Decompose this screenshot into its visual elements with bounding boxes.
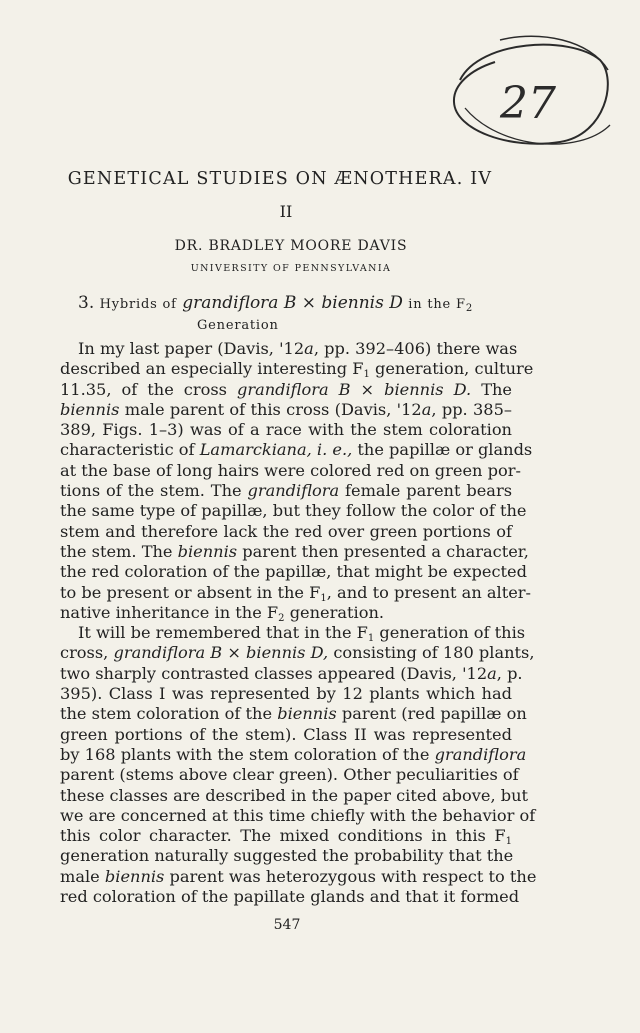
text-line: the same type of papillæ, but they follow the color of the xyxy=(60,501,527,521)
annotation-number: 27 xyxy=(500,78,556,129)
text-line: 11.35, of the cross grandiflora B × biennis D. The xyxy=(60,379,512,399)
text-line: cross, grandiflora B × biennis D, consisting of 180 plants, xyxy=(60,643,535,663)
italic-term: a xyxy=(304,339,314,358)
section-heading-subscript: 2 xyxy=(465,303,473,314)
article-title: GENETICAL STUDIES ON ÆNOTHERA. IV xyxy=(67,169,493,189)
text-line: the red coloration of the papillæ, that might be expected xyxy=(60,562,528,582)
text-line: 395). Class I was represented by 12 plants which had xyxy=(60,684,512,704)
text-line: to be present or absent in the $F_1$, and to present an alter- xyxy=(60,582,532,604)
article-part: II xyxy=(279,202,293,221)
section-heading-word: in the F xyxy=(408,297,466,312)
text-line: In my last paper (Davis, '12a, pp. 392–406) there was xyxy=(78,339,518,358)
italic-term: a xyxy=(421,399,432,419)
text-line: stem and therefore lack the red over green portions of xyxy=(60,521,512,541)
italic-term: biennis xyxy=(60,399,120,419)
subscript: 2 xyxy=(278,612,285,624)
text-line: green portions of the stem). Class II was represented xyxy=(60,724,512,744)
section-heading-cross: × xyxy=(301,293,316,313)
italic-term: biennis xyxy=(277,704,337,724)
italic-term: grandiflora xyxy=(434,744,527,764)
section-heading xyxy=(78,293,518,336)
text-line: by 168 plants with the stem coloration of the grandiflora xyxy=(60,744,527,764)
text-line: male biennis parent was heterozygous with respect to the xyxy=(60,866,537,886)
text-line: red coloration of the papillate glands and that it formed xyxy=(60,887,520,907)
section-heading-word: Hybrids of xyxy=(99,297,177,312)
text-line: generation naturally suggested the probability that the xyxy=(60,846,514,866)
text-line: at the base of long hairs were colored red on green por- xyxy=(60,460,521,480)
author-affiliation: UNIVERSITY OF PENNSYLVANIA xyxy=(190,263,392,274)
section-heading-generation: Generation xyxy=(197,318,279,333)
page-number: 547 xyxy=(273,917,301,933)
subscript: 1 xyxy=(367,633,375,645)
text-line: native inheritance in the $F_2$ generation. xyxy=(60,602,385,624)
author-name: DR. BRADLEY MOORE DAVIS xyxy=(174,238,408,254)
text-line: characteristic of Lamarckiana, i. e., the papillæ or glands xyxy=(60,440,533,460)
italic-term: biennis D, xyxy=(246,643,329,663)
text-line: the stem coloration of the biennis parent (red papillæ on xyxy=(60,704,527,724)
text-line: this color character. The mixed conditions in this $F_1$ xyxy=(60,826,512,848)
text-line: these classes are described in the paper cited above, but xyxy=(60,785,529,805)
text-line: parent (stems above clear green). Other peculiarities of xyxy=(60,765,519,785)
italic-term: biennis xyxy=(104,866,165,886)
italic-term: grandiflora B xyxy=(236,379,351,399)
text-line: 389, Figs. 1–3) was of a race with the stem coloration xyxy=(60,420,512,440)
text-line: two sharply contrasted classes appeared (Davis, '12a, p. xyxy=(60,663,523,683)
italic-term: biennis xyxy=(177,541,238,561)
section-heading-species-1: grandiflora B xyxy=(182,293,297,313)
body-text xyxy=(60,339,537,907)
text-line: the stem. The biennis parent then presented a character, xyxy=(60,541,529,561)
italic-term: grandiflora xyxy=(247,481,340,501)
text-line: we are concerned at this time chiefly with the behavior of xyxy=(60,805,536,825)
text-line: described an especially interesting $F_1$ generation, culture xyxy=(60,359,534,381)
italic-term: biennis D. xyxy=(384,379,472,399)
text-line: tions of the stem. The grandiflora female parent bears xyxy=(60,481,512,501)
subscript: 1 xyxy=(363,369,370,381)
subscript: 1 xyxy=(320,592,327,604)
italic-term: Lamarckiana, i. e., xyxy=(199,440,353,460)
section-heading-species-2: biennis D xyxy=(321,293,403,313)
subscript: 1 xyxy=(505,836,512,848)
text-line: It will be remembered that in the $F_1$ generation of this xyxy=(78,623,526,645)
handwritten-page-annotation xyxy=(440,30,615,165)
text-line: biennis male parent of this cross (Davis, '12a, pp. 385– xyxy=(60,399,512,419)
italic-term: a xyxy=(487,663,497,683)
italic-term: grandiflora B xyxy=(113,643,223,663)
section-number: 3. xyxy=(78,293,95,313)
